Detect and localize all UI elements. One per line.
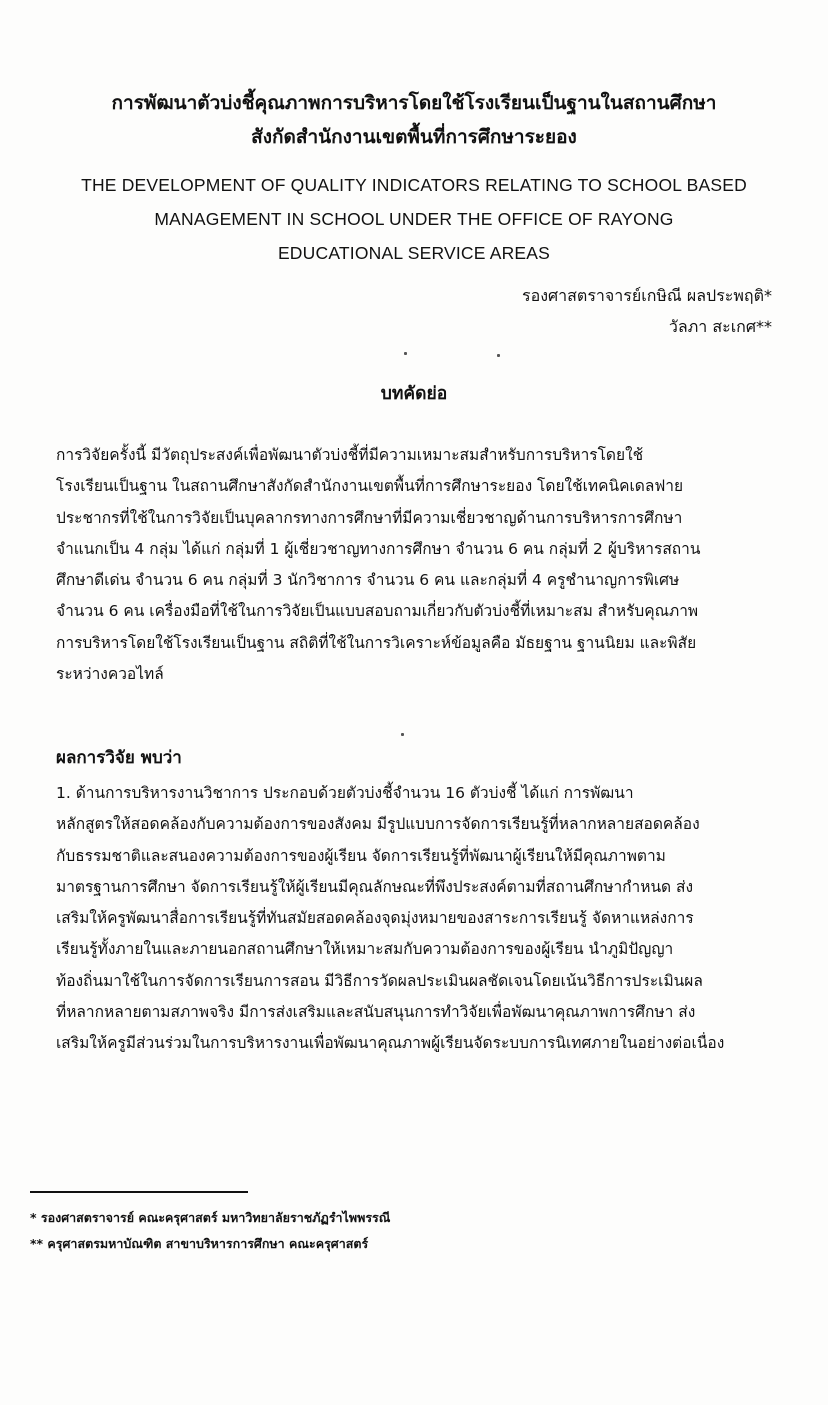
results-line: เรียนรู้ทั้งภายในและภายนอกสถานศึกษาให้เหมาะสมกับความต้องการของผู้เรียน นำภูมิปัญญา	[56, 940, 674, 959]
results-line: เสริมให้ครูพัฒนาสื่อการเรียนรู้ที่ทันสมัยสอดคล้องจุดมุ่งหมายของสาระการเรียนรู้ จัดหาแหล่งการ	[56, 909, 694, 928]
author-1: รองศาสตราจารย์เกษิณี ผลประพฤติ*	[522, 286, 772, 305]
abstract-line: จำนวน 6 คน เครื่องมือที่ใช้ในการวิจัยเป็นแบบสอบถามเกี่ยวกับตัวบ่งชี้ที่เหมาะสม สำหรับคุณภาพ	[56, 602, 699, 621]
results-line: เสริมให้ครูมีส่วนร่วมในการบริหารงานเพื่อพัฒนาคุณภาพผู้เรียนจัดระบบการนิเทศภายในอย่างต่อเนื่อง	[56, 1034, 725, 1053]
abstract-line: การบริหารโดยใช้โรงเรียนเป็นฐาน สถิติที่ใช้ในการวิเคราะห์ข้อมูลคือ มัธยฐาน ฐานนิยม และพิสัย	[56, 633, 697, 652]
abstract-line: การวิจัยครั้งนี้ มีวัตถุประสงค์เพื่อพัฒนาตัวบ่งชี้ที่มีความเหมาะสมสำหรับการบริหารโดยใช้	[56, 446, 644, 464]
abstract-paragraph	[56, 440, 774, 690]
results-line: ท้องถิ่นมาใช้ในการจัดการเรียนการสอน มีวิธีการวัดผลประเมินผลชัดเจนโดยเน้นวิธีการประเมินผล	[56, 971, 703, 990]
results-line: หลักสูตรให้สอดคล้องกับความต้องการของสังคม มีรูปแบบการจัดการเรียนรู้ที่หลากหลายสอดคล้อง	[56, 815, 700, 834]
title-english-line-2: MANAGEMENT IN SCHOOL UNDER THE OFFICE OF RAYONG	[154, 209, 674, 229]
scan-speck	[404, 352, 407, 355]
author-2: วัลภา สะเกศ**	[668, 317, 772, 336]
abstract-heading: บทคัดย่อ	[380, 384, 448, 404]
abstract-line: จำแนกเป็น 4 กลุ่ม ได้แก่ กลุ่มที่ 1 ผู้เชี่ยวชาญทางการศึกษา จำนวน 6 คน กลุ่มที่ 2 ผู้บริหารสถาน	[56, 539, 701, 558]
scan-speck	[497, 354, 500, 357]
abstract-line: ระหว่างควอไทล์	[56, 665, 164, 684]
title-thai-line-2: สังกัดสำนักงานเขตพื้นที่การศึกษาระยอง	[251, 126, 577, 148]
results-heading: ผลการวิจัย พบว่า	[56, 748, 182, 768]
results-line: กับธรรมชาติและสนองความต้องการของผู้เรียน จัดการเรียนรู้ที่พัฒนาผู้เรียนให้มีคุณภาพตาม	[56, 846, 666, 865]
results-paragraph	[56, 778, 774, 1060]
results-line: มาตรฐานการศึกษา จัดการเรียนรู้ให้ผู้เรียนมีคุณลักษณะที่พึงประสงค์ตามที่สถานศึกษากำหนด ส่ง	[56, 877, 694, 896]
footnote-divider	[30, 1191, 248, 1193]
title-thai-line-1: การพัฒนาตัวบ่งชี้คุณภาพการบริหารโดยใช้โรงเรียนเป็นฐานในสถานศึกษา	[111, 92, 717, 114]
abstract-line: โรงเรียนเป็นฐาน ในสถานศึกษาสังกัดสำนักงานเขตพื้นที่การศึกษาระยอง โดยใช้เทคนิคเดลฟาย	[56, 477, 684, 496]
footnote-2: ** ครุศาสตรมหาบัณฑิต สาขาบริหารการศึกษา คณะครุศาสตร์	[30, 1236, 369, 1251]
abstract-line: ประชากรที่ใช้ในการวิจัยเป็นบุคลากรทางการศึกษาที่มีความเชี่ยวชาญด้านการบริหารการศึกษา	[56, 508, 683, 527]
title-english-line-1: THE DEVELOPMENT OF QUALITY INDICATORS RELATING TO SCHOOL BASED	[81, 175, 747, 195]
footnote-1: * รองศาสตราจารย์ คณะครุศาสตร์ มหาวิทยาลัยราชภัฏรำไพพรรณี	[30, 1210, 391, 1225]
title-english-line-3: EDUCATIONAL SERVICE AREAS	[277, 243, 551, 263]
scan-speck	[401, 733, 404, 736]
results-line: ที่หลากหลายตามสภาพจริง มีการส่งเสริมและสนับสนุนการทำวิจัยเพื่อพัฒนาคุณภาพการศึกษา ส่ง	[56, 1003, 696, 1022]
results-line: 1. ด้านการบริหารงานวิชาการ ประกอบด้วยตัวบ่งชี้จำนวน 16 ตัวบ่งชี้ ได้แก่ การพัฒนา	[56, 784, 634, 802]
abstract-line: ศึกษาดีเด่น จำนวน 6 คน กลุ่มที่ 3 นักวิชาการ จำนวน 6 คน และกลุ่มที่ 4 ครูชำนาญการพิเศษ	[56, 571, 680, 590]
